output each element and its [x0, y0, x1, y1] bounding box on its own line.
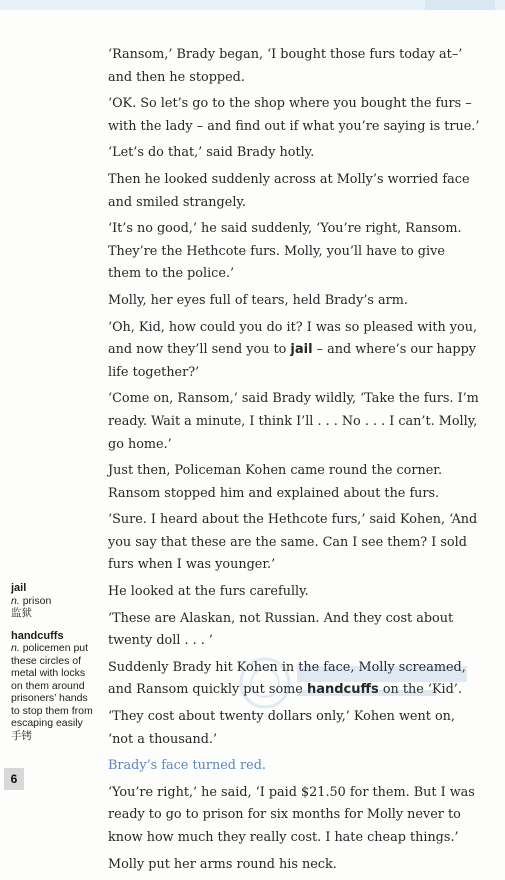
- glossary-entry-jail: [11, 582, 95, 620]
- paragraph-11: He looked at the furs carefully.: [108, 584, 309, 600]
- keyword-jail: jail: [290, 342, 313, 358]
- keyword-handcuffs: handcuffs: [306, 682, 379, 698]
- paragraph-12: ‘These are Alaskan, not Russian. And they cost about twenty doll . . . ’: [108, 610, 454, 649]
- paragraph-2: ‘OK. So let’s go to the shop where you bought the furs – with the lady – and find out if what you’re saying is true.’: [108, 96, 480, 134]
- glossary-pos: n.: [11, 594, 20, 607]
- paragraph-15: Brady’s face turned red.: [108, 758, 266, 774]
- glossary-word: jail: [11, 582, 27, 594]
- paragraph-14: ‘They cost about twenty dollars only,’ Kohen went on, ‘not a thousand.’: [108, 709, 455, 747]
- paragraph-3: ‘Let’s do that,’ said Brady hotly.: [108, 145, 315, 161]
- paragraph-7-before: ‘Oh, Kid, how could you do it? I was so pleased with you, and now they’ll send you to: [108, 319, 478, 358]
- glossary-word: handcuffs: [11, 629, 64, 642]
- top-band-accent: [425, 0, 495, 10]
- glossary-definition-text: policemen put these circles of metal with locks on them around prisoners’ hands to stop them from escaping easily: [11, 642, 93, 729]
- paragraph-7: [108, 317, 480, 385]
- glossary-definition: [11, 595, 95, 608]
- paragraph-5: ‘It’s no good,’ he said suddenly, ‘You’re right, Ransom. They’re the Hethcote furs. Molly, you’ll have to give them to the police.’: [108, 221, 462, 282]
- glossary-sidebar: [11, 582, 95, 752]
- paragraph-9: Just then, Policeman Kohen came round the corner. Ransom stopped him and explained about the furs.: [108, 463, 443, 501]
- paragraph-6: Molly, her eyes full of tears, held Brady’s arm.: [108, 292, 408, 308]
- paragraph-4: Then he looked suddenly across at Molly’s worried face and smiled strangely.: [108, 171, 470, 210]
- glossary-definition: [11, 642, 95, 730]
- paragraph-17: Molly put her arms round his neck.: [108, 856, 337, 872]
- glossary-definition-text: prison: [22, 594, 52, 607]
- glossary-chinese: 监狱: [11, 607, 32, 619]
- paragraph-13-before: Suddenly Brady hit Kohen in the face, Molly screamed, and Ransom quickly put some: [108, 659, 466, 698]
- story-text: [108, 44, 480, 880]
- paragraph-7-after: – and where’s our happy life together?’: [108, 342, 476, 380]
- top-color-band: [0, 0, 505, 10]
- glossary-chinese: 手铐: [11, 729, 32, 742]
- glossary-entry-handcuffs: [11, 630, 95, 743]
- paragraph-13: [108, 657, 480, 702]
- paragraph-16: ‘You’re right,’ he said, ‘I paid $21.50 for them. But I was ready to go to prison for six months for Molly never to know how much they really cost. I hate cheap things.’: [108, 784, 475, 845]
- page-number-tab: 6: [4, 768, 24, 790]
- paragraph-8: ‘Come on, Ransom,’ said Brady wildly, ‘Take the furs. I’m ready. Wait a minute, I think I’ll . . . No . . . I can’t. Molly, go home.’: [108, 391, 479, 452]
- paragraph-1: ‘Ransom,’ Brady began, ‘I bought those furs today at–’ and then he stopped.: [108, 47, 463, 85]
- glossary-pos: n.: [11, 642, 20, 654]
- paragraph-13-after: on the ‘Kid’.: [378, 682, 462, 698]
- paragraph-10: ‘Sure. I heard about the Hethcote furs,’ said Kohen, ‘And you say that these are the same. Can I see them? I sold furs when I was younger.’: [108, 512, 478, 573]
